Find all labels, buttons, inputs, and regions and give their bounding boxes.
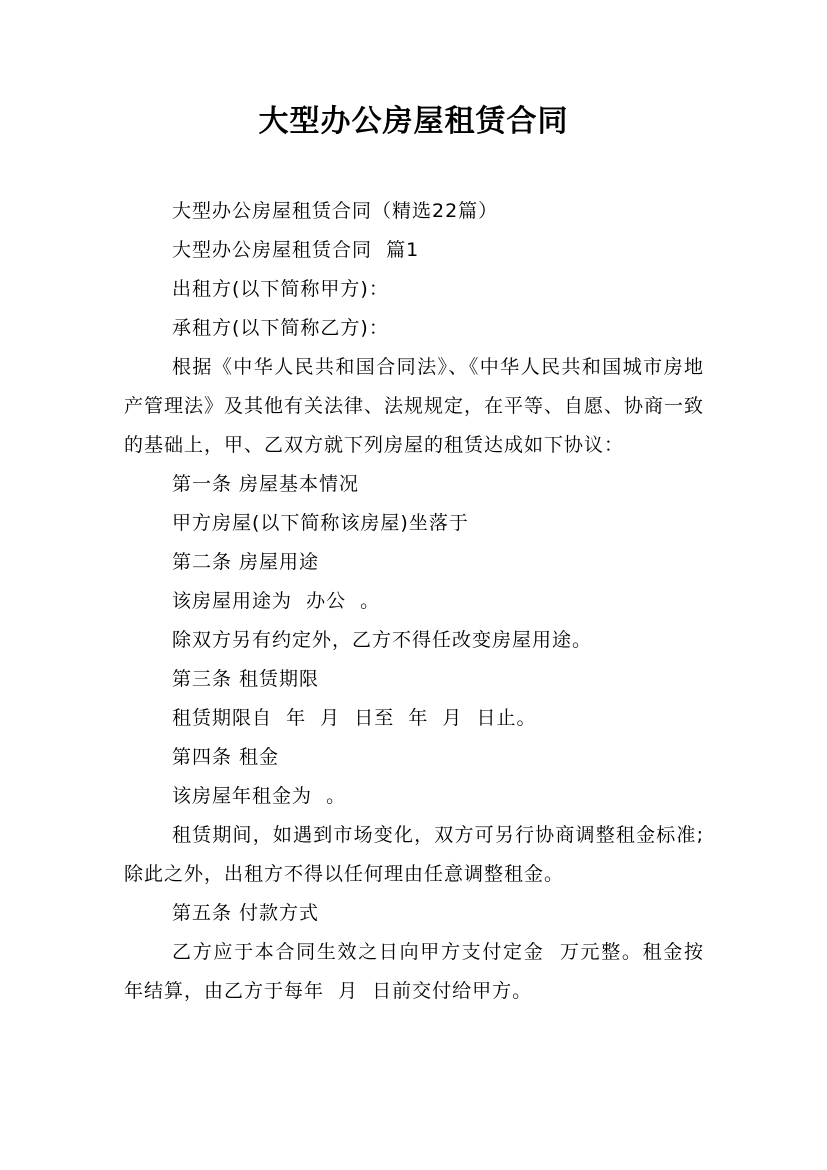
clause-2-text-2: 除双方另有约定外，乙方不得任改变房屋用途。 (172, 629, 593, 651)
clause-2-text-1: 该房屋用途为 办公 。 (172, 590, 381, 612)
document-body (124, 192, 704, 1011)
clause-2-heading: 第二条 房屋用途 (172, 551, 320, 573)
paragraph-preamble: 根据《中华人民共和国合同法》、《中华人民共和国城市房地产管理法》及其他有关法律、法规规定，在平等、自愿、协商一致的基础上，甲、乙双方就下列房屋的租赁达成如下协议： (124, 356, 705, 456)
paragraph-lessor: 出租方(以下简称甲方)： (172, 278, 389, 300)
clause-5-heading: 第五条 付款方式 (172, 902, 320, 924)
clause-3-text: 租赁期限自 年 月 日至 年 月 日止。 (172, 707, 537, 729)
clause-1-heading: 第一条 房屋基本情况 (172, 473, 360, 495)
paragraph-lessee: 承租方(以下简称乙方)： (172, 317, 389, 339)
clause-4-heading: 第四条 租金 (172, 746, 280, 768)
clause-3-heading: 第三条 租赁期限 (172, 668, 320, 690)
clause-5-text: 乙方应于本合同生效之日向甲方支付定金 万元整。租金按年结算，由乙方于每年 月 日前交付给甲方。 (124, 941, 704, 1002)
paragraph-section-heading: 大型办公房屋租赁合同 篇1 (172, 239, 420, 261)
clause-1-text: 甲方房屋(以下简称该房屋)坐落于 (172, 512, 469, 534)
clause-4-text-2: 租赁期间，如遇到市场变化，双方可另行协商调整租金标准;除此之外，出租方不得以任何理由任意调整租金。 (124, 824, 704, 885)
document-title: 大型办公房屋租赁合同 (258, 104, 569, 139)
clause-4-text-1: 该房屋年租金为 。 (172, 785, 347, 807)
paragraph-subtitle: 大型办公房屋租赁合同（精选22篇） (172, 200, 499, 222)
